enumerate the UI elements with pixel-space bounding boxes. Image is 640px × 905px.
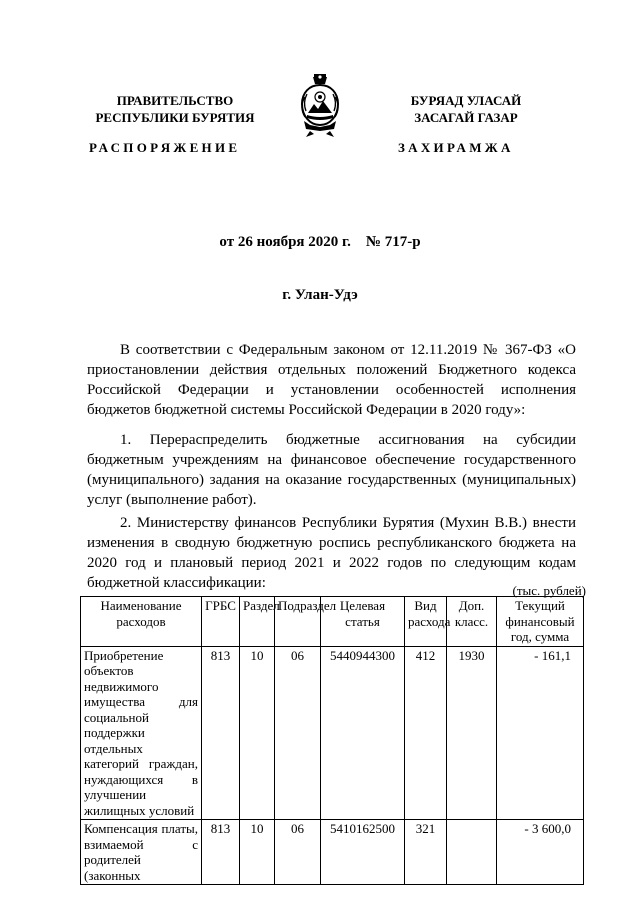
cell-grbs: 813 (202, 820, 240, 885)
paragraph-preamble: В соответствии с Федеральным законом от 12.11.2019 № 367-ФЗ «О приостановлении действия отдельных положений Бюджетного кодекса Российской Федерации и установлении особенностей исполнения бюджетов бюджетной системы Российской Федерации в 2020 году»: (87, 342, 576, 418)
org-name-buryat-line2: ЗАСАГАЙ ГАЗАР (414, 110, 518, 125)
cell-vid: 412 (405, 646, 447, 820)
header-celevaya: Целевая статья (321, 597, 405, 647)
cell-summa: - 3 600,0 (497, 820, 584, 885)
cell-name: Приобретение объектов недвижимого имущества для социальной поддержки отдельных категорий граждан, нуждающихся в улучшении жилищных условий (81, 646, 202, 820)
units-note: (тыс. рублей) (512, 583, 586, 598)
cell-grbs: 813 (202, 646, 240, 820)
cell-dop (447, 820, 497, 885)
header-grbs: ГРБС (202, 597, 240, 647)
date-number-text: от 26 ноября 2020 г. № 717-р (219, 234, 421, 250)
cell-razdel: 10 (240, 646, 275, 820)
header-razdel: Раздел (240, 597, 275, 647)
header-dop: Доп. класс. (447, 597, 497, 647)
cell-name: Компенсация платы, взимаемой с родителей (законных (81, 820, 202, 885)
org-name-line1: ПРАВИТЕЛЬСТВО (116, 93, 234, 108)
cell-razdel: 10 (240, 820, 275, 885)
cell-summa: - 161,1 (497, 646, 584, 820)
city-line: г. Улан-Удэ (282, 287, 358, 303)
budget-table (80, 596, 584, 885)
doc-type-right: ЗАХИРАМЖА (398, 140, 514, 155)
doc-type-left: РАСПОРЯЖЕНИЕ (89, 140, 241, 155)
coat-of-arms-icon (297, 73, 343, 139)
header-name: Наименование расходов (81, 597, 202, 647)
paragraph-item-1: 1. Перераспределить бюджетные ассигнования на субсидии бюджетным учреждениям на финансовое обеспечение государственного (муниципального) задания на оказание государственных (муниципальных) услуг (выполнение работ). (87, 432, 576, 508)
header-right (376, 92, 556, 126)
table-row (81, 646, 584, 820)
table-header-row (81, 597, 584, 647)
org-name-line2: РЕСПУБЛИКИ БУРЯТИЯ (95, 110, 255, 125)
cell-vid: 321 (405, 820, 447, 885)
date-number-line (0, 234, 640, 251)
cell-celevaya: 5440944300 (321, 646, 405, 820)
org-name-buryat-line1: БУРЯАД УЛАСАЙ (410, 93, 522, 108)
header-left (82, 92, 268, 126)
cell-dop: 1930 (447, 646, 497, 820)
header-vid: Вид расхода (405, 597, 447, 647)
cell-podrazdel: 06 (275, 820, 321, 885)
header-podrazdel: Подраздел (275, 597, 321, 647)
cell-podrazdel: 06 (275, 646, 321, 820)
cell-celevaya: 5410162500 (321, 820, 405, 885)
header-summa: Текущий финансовый год, сумма (497, 597, 584, 647)
table-row (81, 820, 584, 885)
paragraph-item-2: 2. Министерству финансов Республики Бурятия (Мухин В.В.) внести изменения в сводную бюджетную роспись республиканского бюджета на 2020 год и плановый период 2021 и 2022 годов по следующим кодам бюджетной классификации: (87, 515, 576, 591)
